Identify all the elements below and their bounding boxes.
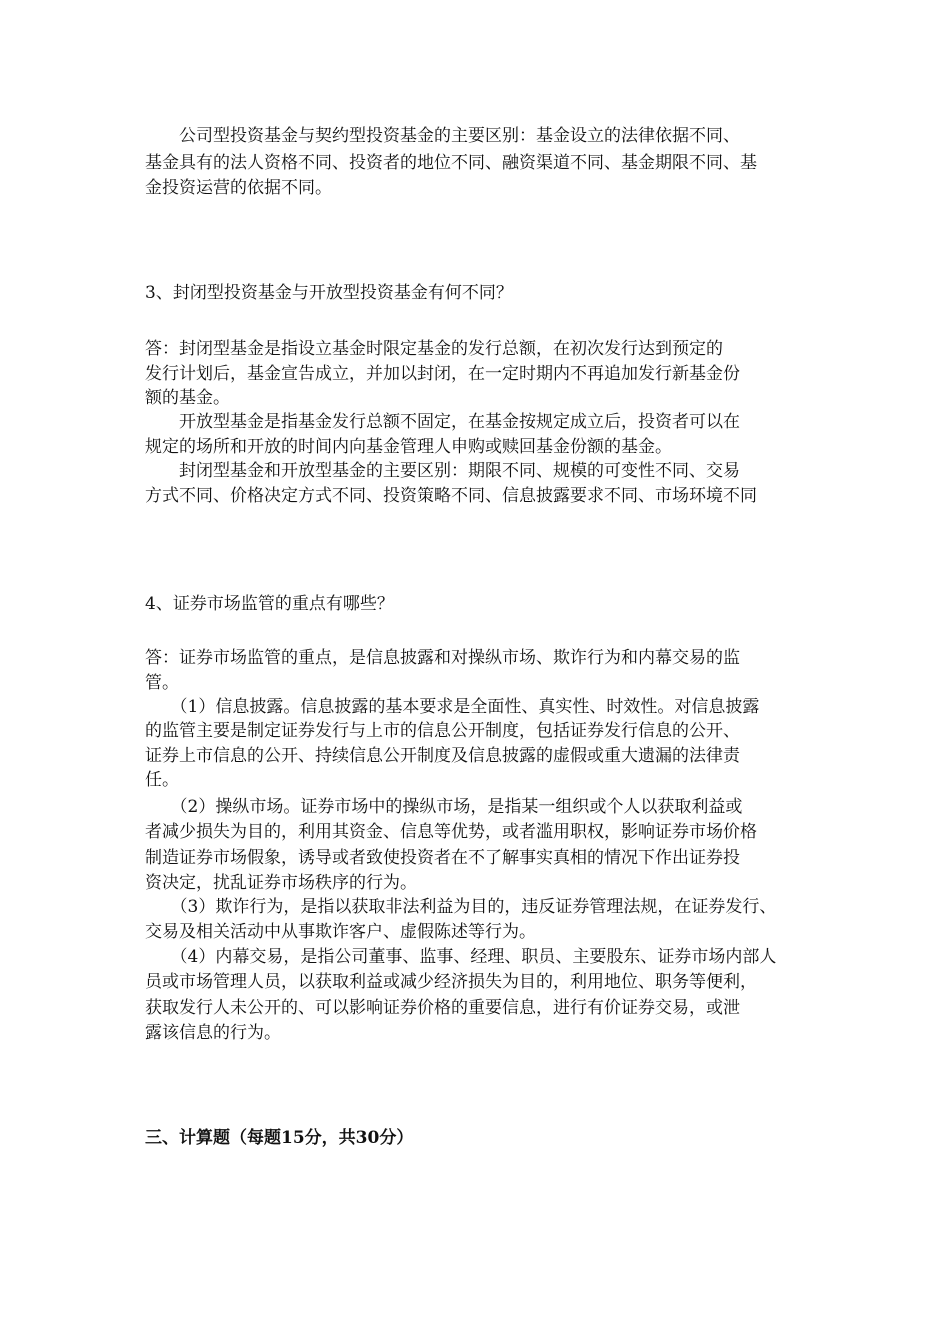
q3-answer-line: 开放型基金是指基金发行总额不固定，在基金按规定成立后，投资者可以在 [145,412,740,432]
q4-answer-line: 任。 [145,770,179,790]
section-heading: 三、计算题（每题15分，共30分） [145,1128,414,1148]
question-4: 4、证券市场监管的重点有哪些？ [145,594,394,614]
q4-answer-line: （2）操纵市场。证券市场中的操纵市场，是指某一组织或个人以获取利益或 [145,797,743,817]
q3-answer-line: 方式不同、价格决定方式不同、投资策略不同、信息披露要求不同、市场环境不同 [145,486,757,506]
question-3: 3、封闭型投资基金与开放型投资基金有何不同？ [145,283,513,303]
q4-answer-line: 证券上市信息的公开、持续信息公开制度及信息披露的虚假或重大遗漏的法律责 [145,746,740,766]
q4-answer-line: 者减少损失为目的，利用其资金、信息等优势，或者滥用职权，影响证券市场价格 [145,822,757,842]
q3-answer-line: 额的基金。 [145,388,230,408]
intro-line: 金投资运营的依据不同。 [145,178,332,198]
q4-answer-line: （3）欺诈行为，是指以获取非法利益为目的，违反证券管理法规，在证券发行、 [145,897,777,917]
q3-answer-line: 发行计划后，基金宣告成立，并加以封闭，在一定时期内不再追加发行新基金份 [145,364,740,384]
intro-line: 基金具有的法人资格不同、投资者的地位不同、融资渠道不同、基金期限不同、基 [145,153,757,173]
q4-answer-line: 资决定，扰乱证券市场秩序的行为。 [145,873,417,893]
q4-answer-line: 员或市场管理人员，以获取利益或减少经济损失为目的，利用地位、职务等便利， [145,972,757,992]
q4-answer-line: 露该信息的行为。 [145,1023,281,1043]
q4-answer-line: 制造证券市场假象，诱导或者致使投资者在不了解事实真相的情况下作出证券投 [145,848,740,868]
q4-answer-line: 的监管主要是制定证券发行与上市的信息公开制度，包括证券发行信息的公开、 [145,721,740,741]
q3-answer-line: 规定的场所和开放的时间内向基金管理人申购或赎回基金份额的基金。 [145,437,672,457]
q4-answer-line: 管。 [145,673,179,693]
q4-answer-line: 答：证券市场监管的重点，是信息披露和对操纵市场、欺诈行为和内幕交易的监 [145,648,740,668]
q3-answer-line: 答：封闭型基金是指设立基金时限定基金的发行总额，在初次发行达到预定的 [145,339,723,359]
intro-line: 公司型投资基金与契约型投资基金的主要区别：基金设立的法律依据不同、 [145,126,740,146]
q4-answer-line: （1）信息披露。信息披露的基本要求是全面性、真实性、时效性。对信息披露 [145,697,760,717]
q4-answer-line: 获取发行人未公开的、可以影响证券价格的重要信息，进行有价证券交易，或泄 [145,998,740,1018]
q4-answer-line: （4）内幕交易，是指公司董事、监事、经理、职员、主要股东、证券市场内部人 [145,947,777,967]
q3-answer-line: 封闭型基金和开放型基金的主要区别：期限不同、规模的可变性不同、交易 [145,461,740,481]
q4-answer-line: 交易及相关活动中从事欺诈客户、虚假陈述等行为。 [145,922,536,942]
